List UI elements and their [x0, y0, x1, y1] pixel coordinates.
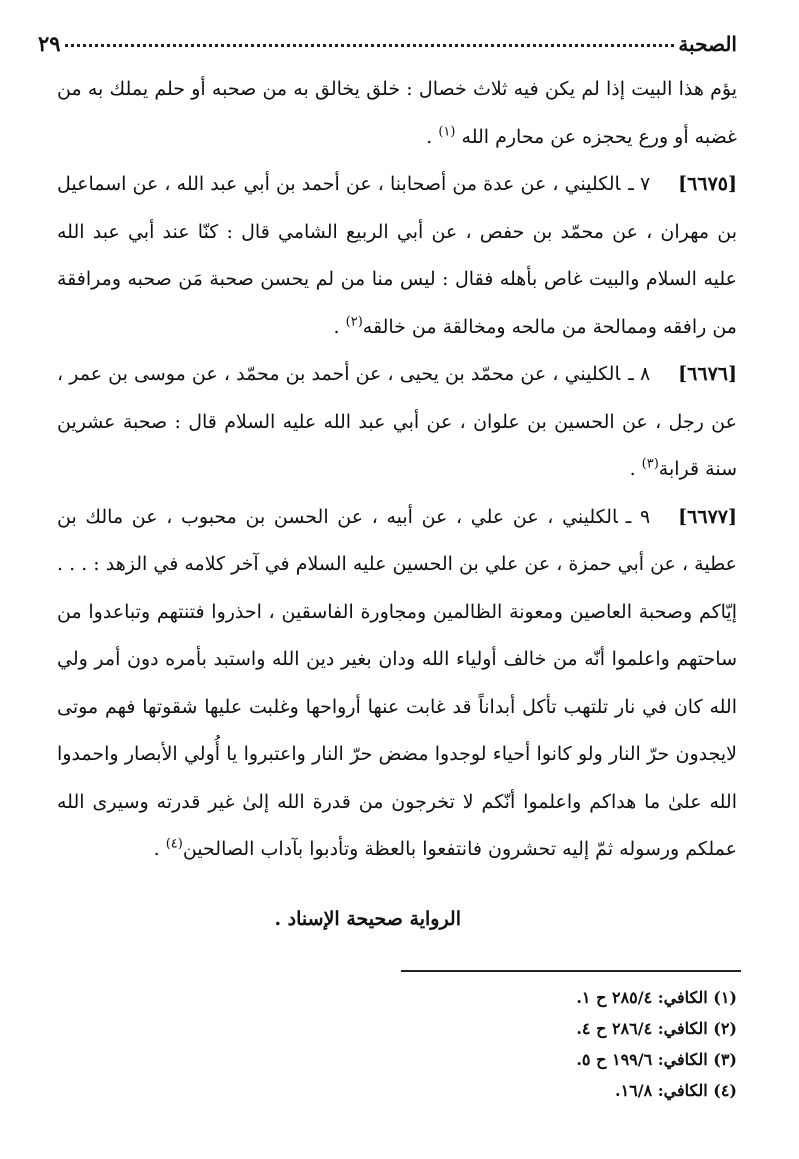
hadith-entry: [٦٦٧٥]٧ ـالكليني ، عن عدة من أصحابنا ، عن أحمد بن أبي عبد الله ، عن اسماعيل بن مهران ، عن محمّد بن حفص ، عن أبي الربيع الشامي قال : كنّا عند أبي عبد الله عليه السلام والبيت غاص بأهله فقال : ليس منا من لم يحسن صحبة مَن صحبه ومرافقة من رافقه وممالحة من مالحه ومخالقة من خالقه$^{(٢)}$ . [57, 161, 737, 351]
footnote-marker: (١) [438, 124, 456, 140]
hadith-reference-number: [٦٦٧٧] [678, 505, 737, 528]
hadith-entry: [٦٦٧٦]٨ ـالكليني ، عن محمّد بن يحيى ، عن أحمد بن محمّد ، عن موسى بن عمر ، عن رجل ، عن الحسين بن علوان ، عن أبي عبد الله عليه السلام قال : صحبة عشرين سنة قرابة$^{(٣)}$ . [57, 351, 737, 494]
continuation-text: يؤم هذا البيت إذا لم يكن فيه ثلاث خصال : خلق يخالق به من صحبه أو حلم يملك به من غضبه أو ورع يحجزه عن محارم الله [57, 78, 737, 148]
hadith-text: الكليني ، عن علي ، عن أبيه ، عن الحسن بن محبوب ، عن مالك بن عطية ، عن أبي حمزة ، عن علي بن الحسين عليه السلام في آخر كلامه في الزهد : . . . إيّاكم وصحبة العاصين ومعونة الظالمين ومجاورة الفاسقين ، احذروا فتنتهم وتباعدوا من ساحتهم واعلموا أنّه من خالف أولياء الله ودان بغير دين الله واستبد بأمره دون أمر ولي الله كان في نار تلتهب تأكل أبداناً قد غابت عنها أرواحها وغلبت عليها شقوتها فهم موتى لايجدون حرّ النار ولو كانوا أحياء لوجدوا مضض حرّ النار واعتبروا يا أُولي الأبصار واحمدوا الله علىٰ ما هداكم واعلموا أنّكم لا تخرجون من قدرة الله إلىٰ غير قدرته وسيرى الله عملكم ورسوله ثمّ إليه تحشرون فانتفعوا بالعظة وتأدبوا بآداب الصالحين [57, 505, 737, 860]
hadith-text: الكليني ، عن عدة من أصحابنا ، عن أحمد بن أبي عبد الله ، عن اسماعيل بن مهران ، عن محمّد بن حفص ، عن أبي الربيع الشامي قال : كنّا عند أبي عبد الله عليه السلام والبيت غاص بأهله فقال : ليس منا من لم يحسن صحبة مَن صحبه ومرافقة من رافقه وممالحة من مالحه ومخالقة من خالقه [57, 173, 737, 338]
hadith-reference-number: [٦٦٧٥] [678, 173, 737, 195]
footnote-marker: (٢) [345, 314, 363, 330]
footnote-marker: (٣) [641, 456, 659, 472]
page-number: ٢٩ [38, 31, 61, 56]
footnotes [397, 982, 737, 1106]
footnote: (٣) الكافي: ١٩٩/٦ ح ٥. [576, 1050, 737, 1069]
continuation-paragraph: يؤم هذا البيت إذا لم يكن فيه ثلاث خصال : خلق يخالق به من صحبه أو حلم يملك به من غضبه أو ورع يحجزه عن محارم الله $^{(١)}$ . [57, 78, 737, 148]
footnote: (٢) الكافي: ٢٨٦/٤ ح ٤. [576, 1019, 737, 1038]
footnote-separator [401, 970, 741, 972]
header-dot-leader [65, 44, 675, 47]
footnote: (١) الكافي: ٢٨٥/٤ ح ١. [576, 988, 737, 1007]
hadith-ordinal: ٨ ـ [628, 363, 651, 385]
hadith-ordinal: ٧ ـ [628, 173, 651, 195]
hadith-ordinal: ٩ ـ [625, 505, 651, 528]
chapter-title: الصحبة [678, 32, 737, 56]
footnote: (٤) الكافي: ١٦/٨. [614, 1081, 737, 1100]
running-header [38, 22, 737, 56]
hadith-entry: [٦٦٧٧]٩ ـالكليني ، عن علي ، عن أبيه ، عن الحسن بن محبوب ، عن مالك بن عطية ، عن أبي حمزة ، عن علي بن الحسين عليه السلام في آخر كلامه في الزهد : . . . إيّاكم وصحبة العاصين ومعونة الظالمين ومجاورة الفاسقين ، احذروا فتنتهم وتباعدوا من ساحتهم واعلموا أنّه من خالف أولياء الله ودان بغير دين الله واستبد بأمره دون أمر ولي الله كان في نار تلتهب تأكل أبداناً قد غابت عنها أرواحها وغلبت عليها شقوتها فهم موتى لايجدون حرّ النار ولو كانوا أحياء لوجدوا مضض حرّ النار واعتبروا يا أُولي الأبصار واحمدوا الله علىٰ ما هداكم واعلموا أنّكم لا تخرجون من قدرة الله إلىٰ غير قدرته وسيرى الله عملكم ورسوله ثمّ إليه تحشرون فانتفعوا بالعظة وتأدبوا بآداب الصالحين$^{(٤)}$ . [57, 494, 737, 874]
footnote-marker: (٤) [165, 836, 183, 852]
hadith-reference-number: [٦٦٧٦] [678, 363, 737, 385]
chain-grading: الرواية صحيحة الإسناد . [274, 908, 461, 930]
main-text [57, 66, 737, 874]
hadith-text: الكليني ، عن محمّد بن يحيى ، عن أحمد بن محمّد ، عن موسى بن عمر ، عن رجل ، عن الحسين بن علوان ، عن أبي عبد الله عليه السلام قال : صحبة عشرين سنة قرابة [57, 363, 737, 480]
